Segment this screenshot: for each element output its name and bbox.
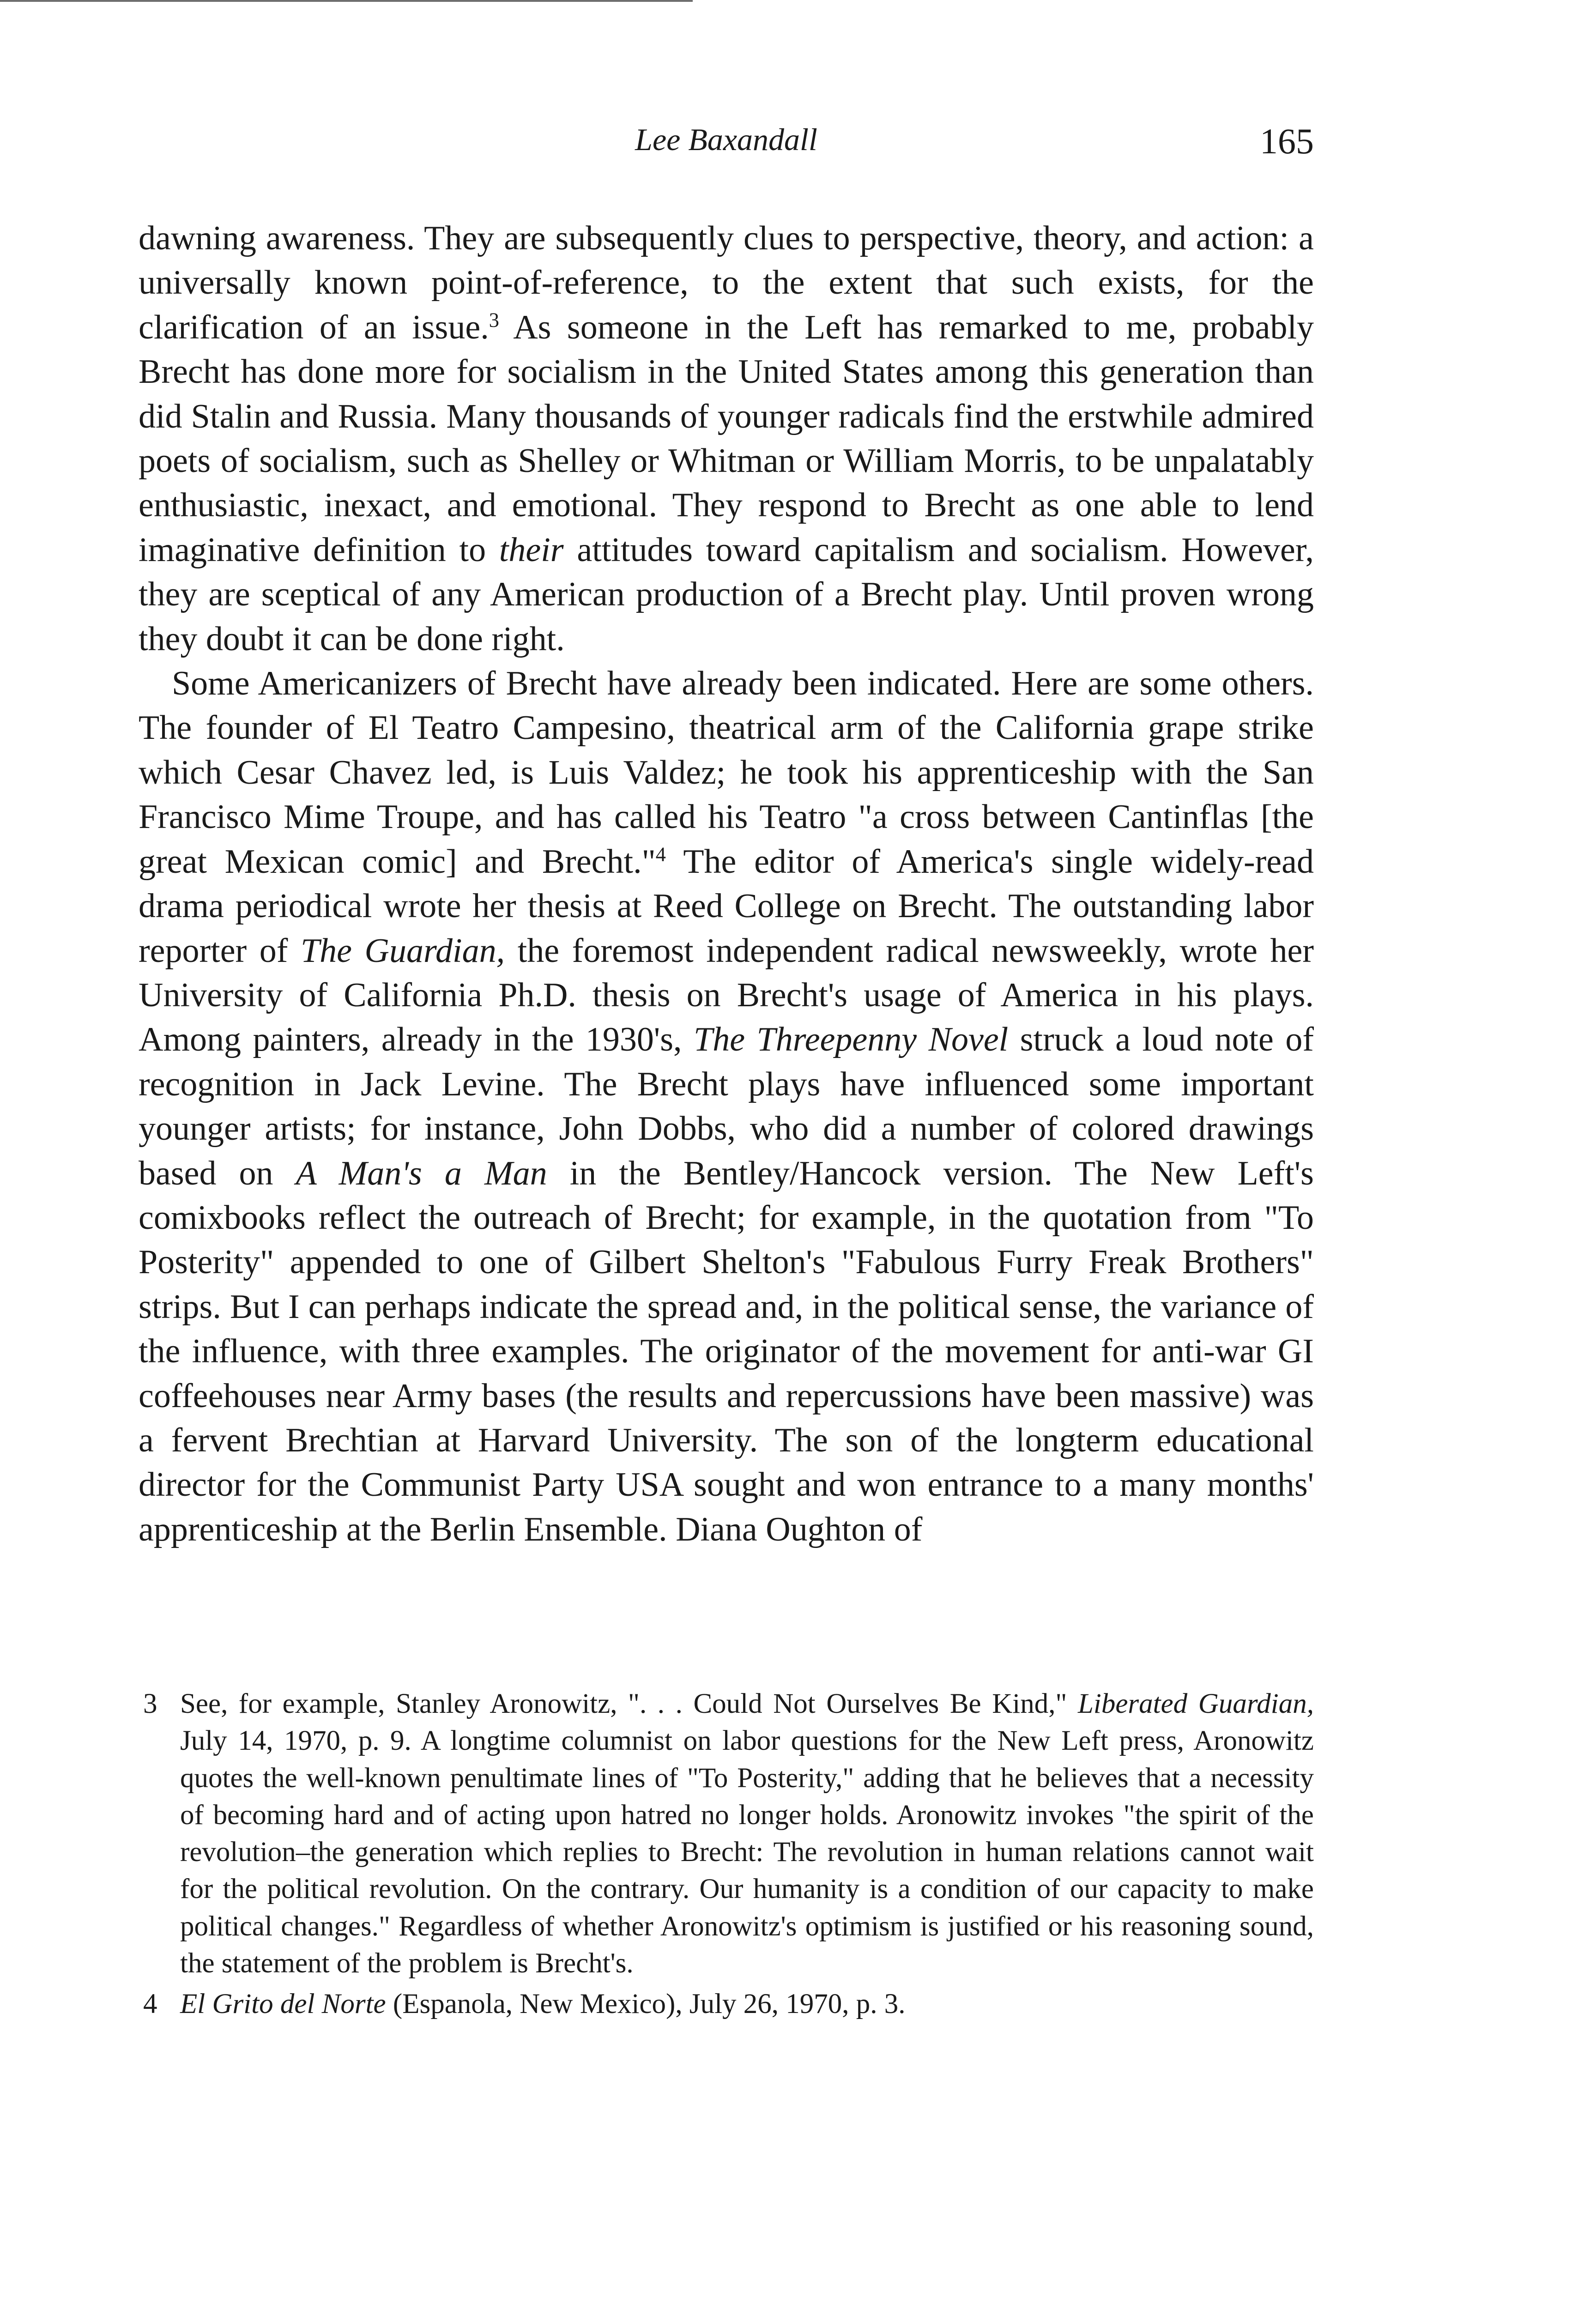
footnote-ref-3[interactable]: 3 [489, 308, 499, 332]
title-liberated-guardian: Liberated Guardian, [1077, 1688, 1314, 1719]
running-title: Lee Baxandall [635, 122, 817, 157]
paragraph-2-text-a: Some Americanizers of Brecht have already been indicated. Here are some others. The founder of El Teatro Campesino, theatrical arm of the California grape strike which Cesar Chavez led, is Luis Valdez; he took his apprenticeship with the San Francisco Mime Troupe, and has called his Teatro "a cross between Cantinflas [the great Mexican comic] and Brecht." [139, 665, 1314, 881]
title-el-grito-del-norte: El Grito del Norte [180, 1989, 386, 2020]
top-edge-rule [0, 0, 693, 2]
title-a-mans-a-man: A Man's a Man [296, 1154, 547, 1192]
footnote-4-text: (Espanola, New Mexico), July 26, 1970, p. 3. [386, 1989, 906, 2020]
footnote-4 [139, 1986, 1314, 2023]
footnote-number: 3 [143, 1688, 157, 1719]
paragraph-1-text-b: As someone in the Left has remarked to me, probably Brecht has done more for socialism in the United States among this generation than did Stalin and Russia. Many thousands of younger radicals find the erstwhile admired poets of socialism, such as Shelley or Whitman or William Morris, to be unpalatably enthusiastic, inexact, and emotional. They respond to Brecht as one able to lend imaginative definition to [139, 308, 1314, 569]
paragraph-2-text-c: the foremost independent radical newsweekly, wrote her University of California Ph.D. thesis on Brecht's usage of America in his plays. Among painters, already in the 1930's, [139, 931, 1314, 1059]
emphasis-their: their [499, 531, 564, 569]
paragraph-2-text-e: in the Bentley/Hancock version. The New Left's comixbooks reflect the outreach of Brecht; for example, in the quotation from "To Posterity" appended to one of Gilbert Shelton's "Fabulous Furry Freak Brothers" strips. But I can perhaps indicate the spread and, in the political sense, the variance of the influence, with three examples. The originator of the movement for anti-war GI coffeehouses near Army bases (the results and repercussions have been massive) was a fervent Brechtian at Harvard University. The son of the longterm educational director for the Communist Party USA sought and won entrance to a many months' apprenticeship at the Berlin Ensemble. Diana Oughton of [139, 1154, 1314, 1548]
paragraph-1-text-c: attitudes toward capitalism and socialism. However, they are sceptical of any American production of a Brecht play. Until proven wrong they doubt it can be done right. [139, 531, 1314, 658]
body-text [139, 216, 1314, 1552]
title-the-guardian: The Guardian, [300, 931, 505, 970]
paragraph-2-text-b: The editor of America's single widely-read drama periodical wrote her thesis at Reed College on Brecht. The outstanding labor reporter of [139, 842, 1314, 970]
footnotes [139, 1686, 1314, 2023]
paragraph-2-text-d: struck a loud note of recognition in Jack Levine. The Brecht plays have influenced some important younger artists; for instance, John Dobbs, who did a number of colored drawings based on [139, 1021, 1314, 1192]
page-number: 165 [1260, 121, 1314, 161]
footnote-3-text-b: July 14, 1970, p. 9. A longtime columnist on labor questions for the New Left press, Aronowitz quotes the well-known penultimate lines of "To Posterity," adding that he believes that a necessity of becoming hard and of acting upon hatred no longer holds. Aronowitz invokes "the spirit of the revolution–the generation which replies to Brecht: The revolution in human relations cannot wait for the political revolution. On the contrary. Our humanity is a condition of our capacity to make political changes." Regardless of whether Aronowitz's optimism is justified or his reasoning sound, the statement of the problem is Brecht's. [180, 1725, 1314, 1979]
paragraph-1-text-a: dawning awareness. They are subsequently clues to perspective, theory, and action: a universally known point-of-reference, to the extent that such exists, for the clarification of an issue. [139, 219, 1314, 346]
title-threepenny-novel: The Threepenny Novel [694, 1021, 1009, 1059]
footnote-number: 4 [143, 1989, 157, 2020]
running-head [139, 121, 1314, 176]
footnote-3 [139, 1686, 1314, 1982]
paragraph-2 [139, 661, 1314, 1552]
footnote-3-text-a: See, for example, Stanley Aronowitz, ". . . Could Not Ourselves Be Kind," [180, 1688, 1078, 1719]
paragraph-1 [139, 216, 1314, 661]
footnote-ref-4[interactable]: 4 [655, 842, 666, 866]
